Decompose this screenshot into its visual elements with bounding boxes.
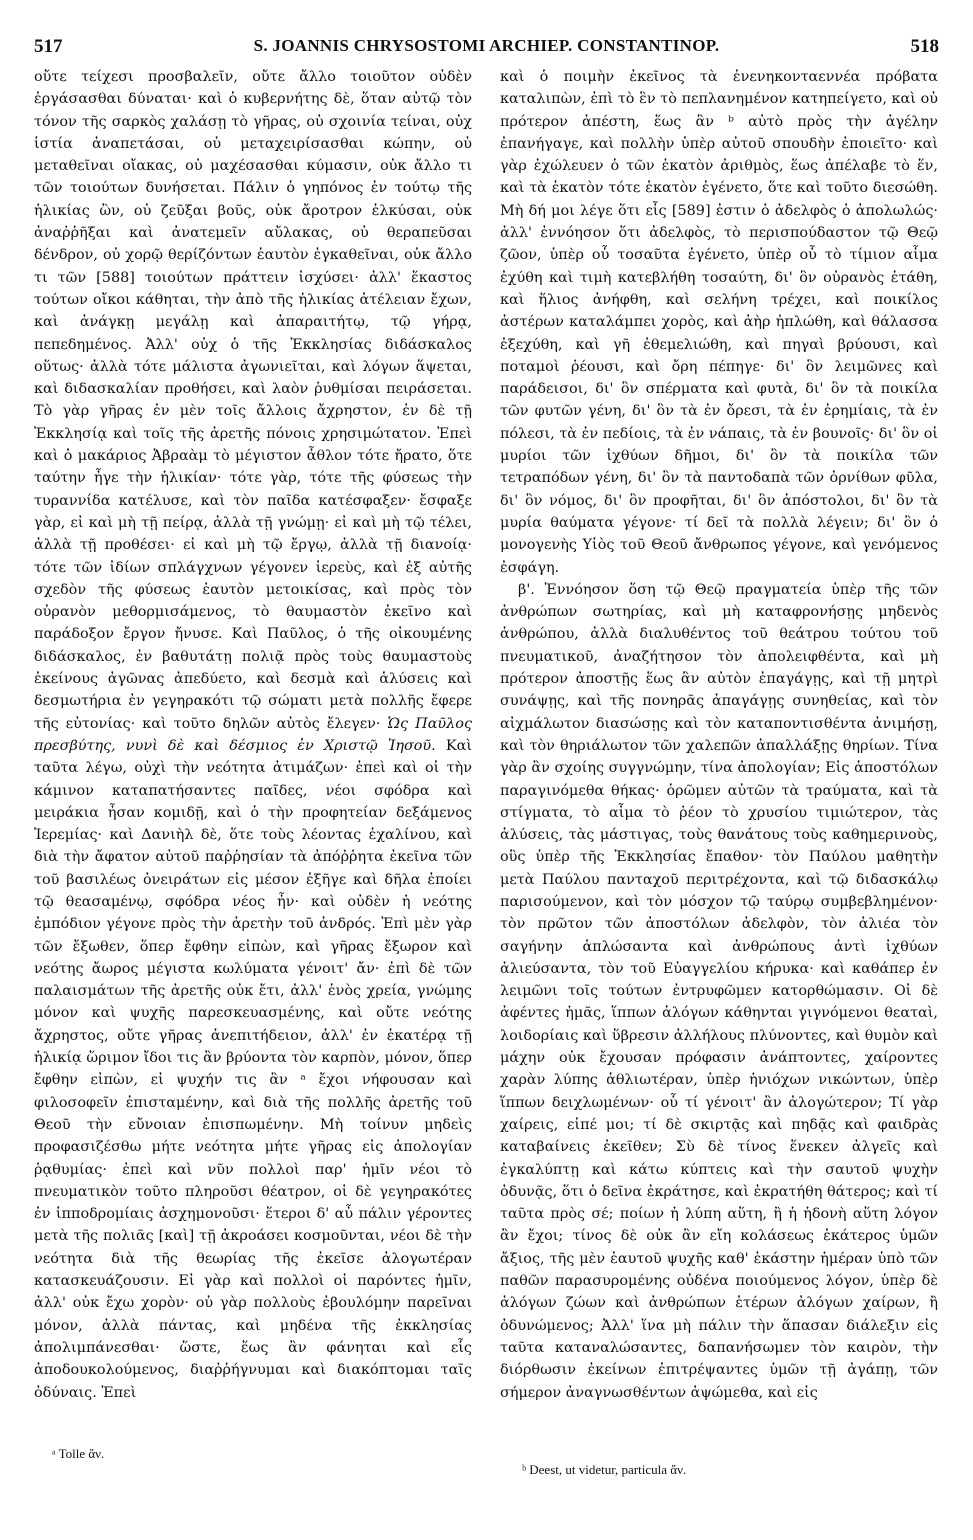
- left-paragraph: [34, 66, 472, 1404]
- left-column: [34, 66, 472, 1404]
- page-number-left: 517: [34, 36, 63, 57]
- footnote-a: ᵃ Tolle ἄν.: [52, 1446, 105, 1461]
- right-column: [500, 66, 938, 1404]
- scripture-quote: Ὡς Παῦλος πρεσβύτης, νυνὶ δὲ καὶ δέσμιος ἐν Χριστῷ Ἰησοῦ.: [34, 715, 473, 754]
- left-text-continued: Καὶ ταῦτα λέγω, οὐχὶ τὴν νεότητα ἀτιμάζων· ἐπεὶ καὶ οἱ τὴν κάμινον καταπατήσαντες παῖδες, νέοι σφόδρα καὶ μειράκια ἦσαν κομιδῇ, καὶ ὁ τὴν προφητείαν δεξάμενος Ἱερεμίας· καὶ Δανιὴλ δὲ, ὅτε τοὺς λέοντας ἐχαλίνου, καὶ διὰ τὴν ἄφατον αὐτοῦ παῤῥησίαν τὰ ἀπόῤῥητα ἐκεῖνα τῶν τοῦ βασιλέως ὀνειράτων εἰς μέσον ἐξῆγε καὶ δῆλα ἐποίει τῷ θεασαμένῳ, σφόδρα νέος ἦν· καὶ οὐδὲν ἡ νεότης ἐμπόδιον γέγονε πρὸς τὴν ἀρετὴν τοῦ ἀνδρός. Ἐπὶ μὲν γὰρ τῶν ἔξωθεν, ὅπερ ἔφθην εἰπὼν, καὶ γῆρας ἔξωρον καὶ νεότης ἄωρος μέγιστα κωλύματα γένοιτ' ἄν· ἐπὶ δὲ τῶν παλαισμάτων τῆς ἀρετῆς οὐκ ἔτι, ἀλλ' ἑνὸς χρεία, γνώμης μόνον καὶ ψυχῆς παρεσκευασμένης, καὶ οὔτε νεότης ἄχρηστος, οὔτε γῆρας ἀνεπιτήδειον, ἀλλ' ἐν ἑκατέρᾳ τῇ ἡλικίᾳ ὥριμον ἴδοι τις ἂν βρύοντα τὸν καρπὸν, μόνον, ὅπερ ἔφθην εἰπὼν, εἰ ψυχήν τις ἂν ᵃ ἔχοι νήφουσαν καὶ φιλοσοφεῖν ἐπισταμένην, καὶ διὰ τῆς πολλῆς ἀρετῆς τοῦ Θεοῦ τὴν εὔνοιαν ἐπισπωμένην. Μὴ τοίνυν μηδεὶς προφασιζέσθω μήτε νεότητα μήτε γῆρας εἰς ἀπολογίαν ῥᾳθυμίας· ἐπεὶ καὶ νῦν πολλοὶ παρ' ἡμῖν νέοι τὸ πνευματικὸν τοῦτο πληροῦσι θέατρον, οἱ δὲ γεγηρακότες ἐν ἱπποδρομίαις ἀσχημονοῦσι· ἕτεροι δ' αὖ πάλιν γέροντες μετὰ τῆς πολιᾶς [καὶ] τῇ ἀκροάσει κοσμοῦνται, νέοι δὲ τὴν νεότητα διὰ τῆς θεωρίας τῆς ἐκεῖσε ἀλογωτέραν κατασκευάζουσιν. Εἰ γὰρ καὶ πολλοὶ οἱ παρόντες ἡμῖν, ἀλλ' οὐκ ἔχω χορὸν· οὐ γὰρ πολλοὺς ἐβουλόμην παρεῖναι μόνον, ἀλλὰ πάντας, καὶ μηδένα τῆς ἐκκλησίας ἀπολιμπάνεσθαι· ὥστε, ἕως ἂν φάνηται καὶ εἷς ἀποδουκολούμενος, διαῤῥήγνυμαι καὶ διακόπτομαι ταῖς ὀδύναις. Ἐπεὶ: [34, 737, 472, 1401]
- running-head-title: S. JOANNIS CHRYSOSTOMI ARCHIEP. CONSTANTINOP.: [253, 36, 720, 55]
- page-number-right: 518: [910, 36, 939, 57]
- right-paragraph-2: β'. Ἐννόησον ὅση τῷ Θεῷ πραγματεία ὑπὲρ τῆς τῶν ἀνθρώπων σωτηρίας, καὶ μὴ καταφρονήσῃς μηδενὸς ἀνθρώπου, ἀλλὰ διαλυθέντος τοῦ θεάτρου τούτου τοῦ πνευματικοῦ, ἀναζήτησον τὸν ἀπολειφθέντα, καὶ μὴ πρότερον ἀποστῇς ἕως ἂν αὐτὸν ἐπαγάγῃς, καὶ τῇ μητρὶ συνάψῃς, καὶ τῆς πονηρᾶς ἀπαγάγῃς συνηθείας, καὶ τὸν αἰχμάλωτον διασώσῃς καὶ τὸν καταποντισθέντα ἀνιμήσῃ, καὶ τὸν θηριάλωτον τῶν χαλεπῶν ἀπαλλάξῃς θηρίων. Τίνα γὰρ ἂν σχοίης συγγνώμην, τίνα ἀπολογίαν; Εἰς ἀποστόλων παραγινόμεθα θήκας· ὁρῶμεν αὐτῶν τὰ τραύματα, καὶ τὰ στίγματα, τὸ αἷμα τὸ ῥέον τὸ χρυσίου τιμιώτερον, τὰς ἁλύσεις, τὰς μάστιγας, τοὺς θανάτους τοὺς καθημερινοὺς, οὓς ὑπὲρ τῆς Ἐκκλησίας ἔπαθον· τὸν Παύλου μαθητὴν μετὰ Παύλου πανταχοῦ περιτρέχοντα, καὶ τῷ διδασκάλῳ παρισούμενον, καὶ τὸν μόσχον τῷ ταύρῳ συμβεβλημένον· τὸν πρῶτον τῶν ἀποστόλων ἀδελφὸν, τὸν ἁλιέα τὸν σαγήνην ἁπλώσαντα καὶ ἀνθρώπους ἀντὶ ἰχθύων ἀλιεύσαντα, τὸν τοῦ Εὐαγγελίου κήρυκα· καὶ καθάπερ ἐν λειμῶνι τοῖς τούτων ἐντρυφῶμεν κατορθώμασιν. Οἱ δὲ ἀφέντες ἡμᾶς, ἵππων ἀλόγων κάθηνται γιγνόμενοι θεαταὶ, λοιδορίαις καὶ ὕβρεσιν ἀλλήλους πλύνοντες, καὶ θυμὸν καὶ μάχην οὐκ ἔχουσαν πρόφασιν ἀνάπτοντες, χαίροντες χαρὰν λύπης ἀθλιωτέραν, ὑπὲρ ἡνιόχων νικώντων, ὑπὲρ ἵππων δειχλωμένων· οὗ τί γένοιτ' ἂν ἀλογώτερον; Τί γὰρ χαίρεις, εἰπέ μοι; τί δὲ σκιρτᾷς καὶ πηδᾷς καὶ φαιδρὰς καταβαίνεις ἐκεῖθεν; Σὺ δὲ τίνος ἕνεκεν ἀλγεῖς καὶ ἐγκαλύπτῃ καὶ κάτω κύπτεις καὶ τὴν σαυτοῦ ψυχὴν ὀδυνᾷς, ὅτι ὁ δεῖνα ἐκράτησε, καὶ ἐκρατήθη θάτερος; καὶ τί ταῦτα πρὸς σέ; ποίων ἡ λύπη αὕτη, ἢ ἡ ἡδονὴ αὕτη λόγον ἂν ἔχοι; τίνος δὲ οὐκ ἂν εἴη κολάσεως ἑκάτερος ὑμῶν ἄξιος, τῆς μὲν ἑαυτοῦ ψυχῆς καθ' ἑκάστην ἡμέραν ὑπὸ τῶν παθῶν παρασυρομένης οὐδένα ποιούμενος λόγον, ὑπὲρ δὲ ἀλόγων ζώων καὶ ἀνθρώπων ἑτέρων ἀλόγων χαίρων, ἢ ὀδυνώμενος; Ἀλλ' ἵνα μὴ πάλιν τὴν ἅπασαν διάλεξιν εἰς ταῦτα καταναλώσαντες, δαπανήσωμεν τὸν καιρὸν, τὴν διόρθωσιν ἐκείνων ἐπιτρέψαντες ὑμῶν τῇ ἀγάπῃ, τῶν σήμερον ἀναγνωσθέντων ἀψώμεθα, καὶ εἰς: [500, 581, 938, 1401]
- left-text: οὔτε τείχεσι προσβαλεῖν, οὔτε ἄλλο τοιοῦτον οὐδὲν ἐργάσασθαι δύναται· καὶ ὁ κυβερνήτης δὲ, ὅταν αὐτῷ τὸν τόνον τῆς σαρκὸς χαλάσῃ τὸ γῆρας, οὐ σχοινία τείναι, οὐχ ἱστία ἀναπετάσαι, οὐ μεταχειρίσασθαι κώπην, οὐ μεταθεῖναι οἴακας, οὐ μαχέσασθαι κύμασιν, οὐκ ἄλλο τι τῶν τοιούτων δυνήσεται. Πάλιν ὁ γηπόνος ἐν τούτῳ τῆς ἡλικίας ὢν, οὐ ζεῦξαι βοῦς, οὐκ ἄροτρον ἑλκύσαι, οὐκ ἀναῤῥῆξαι καὶ ἀνατεμεῖν αὔλακας, οὐ θεραπεῦσαι δένδρον, οὐ χορῷ θερίζόντων ἑαυτὸν ἐγκαθεῖναι, οὐκ ἄλλο τι τῶν [588] τοιούτων πράττειν ἰσχύσει· ἀλλ' ἕκαστος τούτων οἴκοι κάθηται, τὴν ἀπὸ τῆς ἡλικίας ἀτέλειαν ἔχων, καὶ ἀνάγκῃ μεγάλῃ καὶ ἀπαραιτήτῳ, τῷ γήρᾳ, πεπεδημένος. Ἀλλ' οὐχ ὁ τῆς Ἐκκλησίας διδάσκαλος οὕτως· ἀλλὰ τότε μάλιστα ἀγωνιεῖται, καὶ λόγων ἅψεται, καὶ διδασκαλίαν προθήσει, καὶ λαὸν ῥυθμίσαι πειράσεται. Τὸ γὰρ γῆρας ἐν μὲν τοῖς ἄλλοις ἄχρηστον, ἐν δὲ τῇ Ἐκκλησίᾳ καὶ τοῖς τῆς ἀρετῆς πόνοις χρησιμώτατον. Ἐπεὶ καὶ ὁ μακάριος Ἀβραὰμ τὸ μέγιστον ἆθλον τότε ἤρατο, ὅτε ταύτην ἦγε τὴν ἡλικίαν· τότε γὰρ, τότε τῆς φύσεως τὴν τυραννίδα κατέλυσε, καὶ τὸν παῖδα κατέσφαξεν· ἔσφαξε γὰρ, εἰ καὶ μὴ τῇ πείρᾳ, ἀλλὰ τῇ γνώμῃ· εἰ καὶ μὴ τῷ τέλει, ἀλλὰ τῇ προθέσει· εἰ καὶ μὴ τῷ ἔργῳ, ἀλλὰ τῇ διανοίᾳ· τότε τῶν ἰδίων σπλάγχνων γέγονεν ἱερεὺς, καὶ ἐξ αὐτῆς σχεδὸν τῆς φύσεως ἑαυτὸν μετοικίσας, καὶ πρὸς τὸν οὐρανὸν μεθορμισάμενος, τὸ θαυμαστὸν ἐκεῖνο καὶ παράδοξον ἔργον ἤνυσε. Καὶ Παῦλος, ὁ τῆς οἰκουμένης διδάσκαλος, ἐν βαθυτάτῃ πολιᾷ πρὸς τοὺς θαυμαστοὺς ἐκείνους ἀγῶνας ἀπεδύετο, καὶ δεσμὰ καὶ ἁλύσεις καὶ δεσμωτήρια ἐν γεγηρακότι τῷ σώματι μετὰ πολλῆς ἔφερε τῆς εὐτονίας· καὶ τοῦτο δηλῶν αὐτὸς ἔλεγεν·: [34, 69, 472, 732]
- running-header: [34, 36, 939, 64]
- right-paragraph-1: καὶ ὁ ποιμὴν ἐκεῖνος τὰ ἐνενηκονταεννέα πρόβατα καταλιπὼν, ἐπὶ τὸ ἓν τὸ πεπλανημένον κατηπείγετο, καὶ οὐ πρότερον ἀπέστη, ἕως ἂν ᵇ αὐτὸ πρὸς τὴν ἀγέλην ἐπανήγαγε, καὶ πολλὴν ὑπὲρ αὐτοῦ σπουδὴν ἐποιεῖτο· καὶ γὰρ ἐχώλευεν ὁ τῶν ἑκατὸν ἀριθμὸς, ἕως ἀπέλαβε τὸ ἕν, καὶ τὰ ἑκατὸν τότε ἑκατὸν ἐγένετο, ὅτε καὶ τοῦτο διεσώθη. Μὴ δή μοι λέγε ὅτι εἷς [589] ἐστιν ὁ ἀδελφὸς ὁ ἀπολωλώς· ἀλλ' ἐννόησον ὅτι ἀδελφὸς, τὸ περισπούδαστον τῷ Θεῷ ζῶον, ὑπὲρ οὗ τοσαῦτα ἐγένετο, ὑπὲρ οὗ τὸ τίμιον αἷμα ἐχύθη καὶ τιμὴ κατεβλήθη τοσαύτη, δι' ὃν οὐρανὸς ἐτάθη, καὶ ἥλιος ἀνήφθη, καὶ σελήνη τρέχει, καὶ ποικίλος ἀστέρων καταλάμπει χορὸς, καὶ ἀὴρ ἡπλώθη, καὶ θάλασσα ἐξεχύθη, καὶ γῆ ἐθεμελιώθη, καὶ πηγαὶ βρύουσι, καὶ ποταμοὶ ῥέουσι, καὶ ὄρη πέπηγε· δι' ὃν λειμῶνες καὶ παράδεισοι, δι' ὃν σπέρματα καὶ φυτὰ, δι' ὃν τὰ ποικίλα τῶν φυτῶν γένη, δι' ὃν τὰ ἐν ὄρεσι, τὰ ἐν ἐρημίαις, τὰ ἐν πόλεσι, τὰ ἐν πεδίοις, τὰ ἐν νάπαις, τὰ ἐν βουνοῖς· δι' ὃν οἱ μυρίοι τῶν ἰχθύων δῆμοι, δι' ὃν τὰ ποικίλα τῶν τετραπόδων γένη, δι' ὃν τὰ παντοδαπὰ τῶν ὀρνίθων φῦλα, δι' ὃν νόμος, δι' ὃν προφῆται, δι' ὃν ἀπόστολοι, δι' ὃν τὰ μυρία θαύματα γέγονε· τί δεῖ τὰ πολλὰ λέγειν; δι' ὃν ὁ μονογενὴς Υἱὸς τοῦ Θεοῦ ἄνθρωπος γέγονε, καὶ γενόμενος ἐσφάγη.: [500, 69, 938, 576]
- footnote-b: ᵇ Deest, ut videtur, particula ἄν.: [522, 1462, 687, 1477]
